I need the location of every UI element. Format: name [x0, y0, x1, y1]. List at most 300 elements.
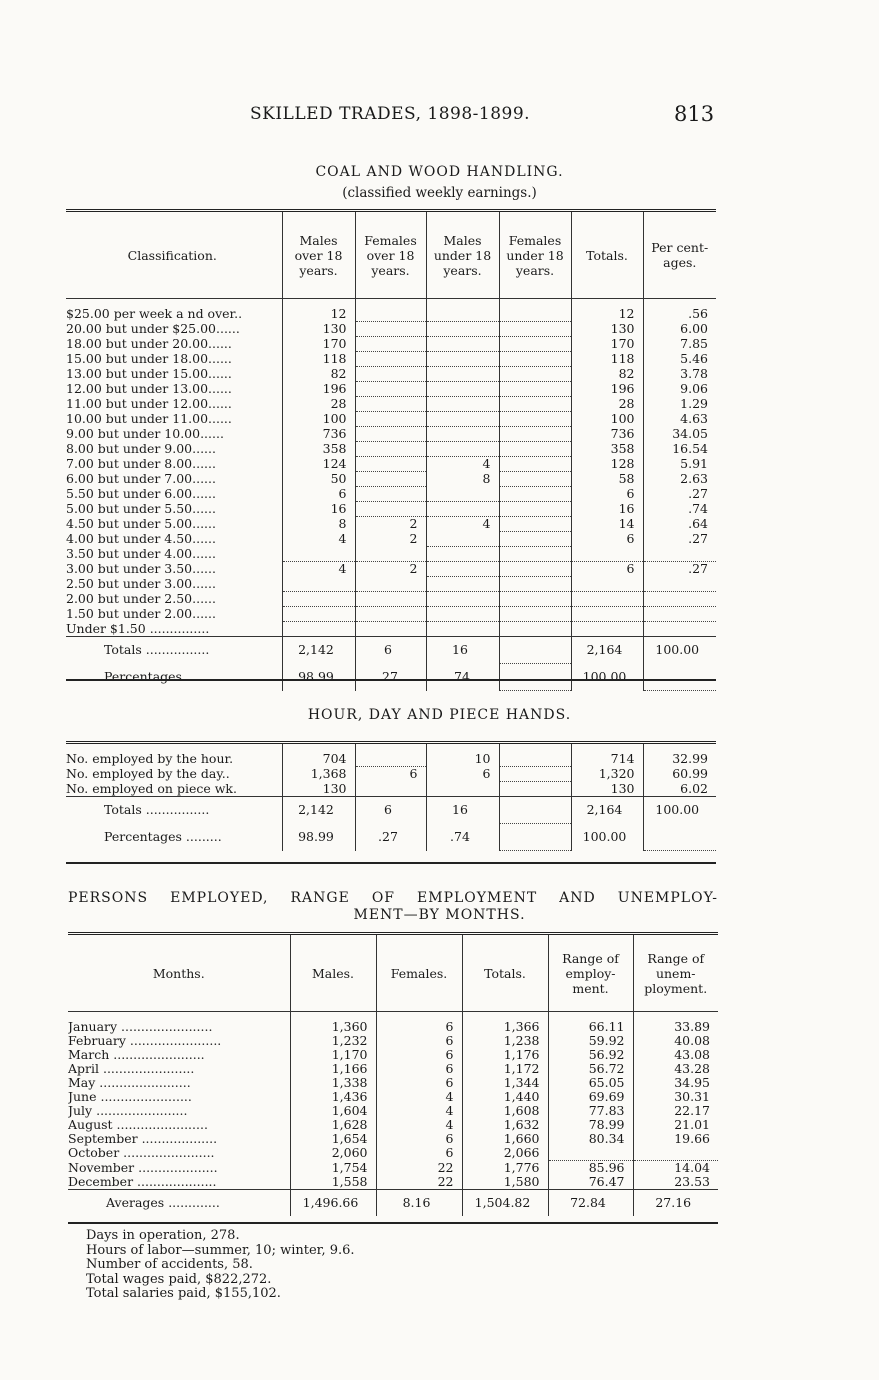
cell-value — [426, 502, 499, 517]
months-table — [68, 932, 718, 1216]
cell-value: 16.54 — [643, 442, 716, 457]
spacer-cell — [643, 743, 716, 753]
table-row — [66, 547, 716, 562]
cell-value — [571, 592, 643, 607]
cell-value: 2,060 — [290, 1146, 376, 1161]
cell-value: 6 — [376, 1146, 462, 1161]
cell-value — [426, 577, 499, 592]
cell-value: 76.47 — [548, 1175, 633, 1190]
cell-value: 56.92 — [548, 1048, 633, 1062]
row-label: December .................... — [68, 1175, 217, 1189]
table-row — [68, 1146, 718, 1161]
cell-value — [282, 547, 355, 562]
row-label: 15.00 but under 18.00...... — [66, 351, 232, 366]
cell-value — [426, 622, 499, 637]
spacer-cell — [643, 299, 716, 308]
cell-value: 6 — [571, 562, 643, 577]
spacer-row — [68, 1012, 718, 1021]
cell-value — [499, 592, 571, 607]
spacer-cell — [571, 743, 643, 753]
cell-value — [355, 487, 426, 502]
cell-value — [355, 622, 426, 637]
cell-value: 23.53 — [633, 1175, 718, 1190]
note-wages: Total wages paid, $822,272. — [86, 1271, 272, 1287]
row-label: Under $1.50 ............... — [66, 621, 210, 636]
table-row — [68, 1118, 718, 1132]
cell-value: 1,172 — [462, 1062, 548, 1076]
table-row — [66, 397, 716, 412]
percentages-row-value: .74 — [426, 824, 499, 851]
totals-row-label: Totals ................ — [104, 642, 210, 658]
spacer-cell — [66, 299, 282, 308]
table-row — [66, 487, 716, 502]
col-females: Females. — [376, 934, 462, 1012]
cell-value: 12 — [571, 307, 643, 322]
row-label: 11.00 but under 12.00...... — [66, 396, 232, 411]
cell-value: 1,558 — [290, 1175, 376, 1190]
notes — [86, 1229, 355, 1302]
table-row — [66, 622, 716, 637]
cell-value: 21.01 — [633, 1118, 718, 1132]
cell-value — [355, 322, 426, 337]
cell-value: 1,608 — [462, 1104, 548, 1118]
cell-value: 1,238 — [462, 1034, 548, 1048]
cell-value: 6 — [426, 767, 499, 782]
cell-value: 4 — [376, 1104, 462, 1118]
cell-value — [499, 442, 571, 457]
spacer-cell — [426, 299, 499, 308]
cell-value: 6 — [282, 487, 355, 502]
cell-value — [426, 487, 499, 502]
cell-value — [499, 577, 571, 592]
totals-row-value: 16 — [426, 797, 499, 824]
cell-value — [571, 577, 643, 592]
row-label: No. employed by the day.. — [66, 766, 230, 781]
cell-value — [426, 532, 499, 547]
totals-row-value: 2,164 — [571, 637, 643, 664]
cell-value — [355, 782, 426, 797]
cell-value: .27 — [643, 532, 716, 547]
table-row — [66, 367, 716, 382]
cell-value — [571, 607, 643, 622]
row-label: March ....................... — [68, 1048, 205, 1062]
percentages-row-value: 100.00 — [571, 664, 643, 691]
cell-value — [643, 592, 716, 607]
col-range-employment: Range of employ-ment. — [548, 934, 633, 1012]
section1-subtitle: (classified weekly earnings.) — [342, 185, 537, 201]
totals-row-value: 16 — [426, 637, 499, 664]
cell-value: .56 — [643, 307, 716, 322]
totals-row-value: 100.00 — [643, 797, 716, 824]
cell-value: 10 — [426, 752, 499, 767]
cell-value: 34.95 — [633, 1076, 718, 1090]
table-row — [66, 607, 716, 622]
averages-row-value: 1,496.66 — [290, 1190, 376, 1217]
cell-value: 6 — [376, 1132, 462, 1146]
cell-value — [499, 457, 571, 472]
cell-value: 196 — [282, 382, 355, 397]
col-males-under: Males under 18 years. — [426, 211, 499, 299]
cell-value: 14 — [571, 517, 643, 532]
cell-value: 6.02 — [643, 782, 716, 797]
cell-value: 77.83 — [548, 1104, 633, 1118]
cell-value: 14.04 — [633, 1161, 718, 1176]
cell-value: 16 — [571, 502, 643, 517]
averages-row — [68, 1190, 718, 1217]
cell-value — [282, 607, 355, 622]
totals-row-value: 2,142 — [282, 797, 355, 824]
table-row — [66, 577, 716, 592]
percentages-row-value: 98.99 — [282, 664, 355, 691]
cell-value: 28 — [282, 397, 355, 412]
row-label: No. employed by the hour. — [66, 752, 234, 767]
page-number: 813 — [674, 102, 715, 126]
cell-value: 43.08 — [633, 1048, 718, 1062]
cell-value: 12 — [282, 307, 355, 322]
table-row — [66, 562, 716, 577]
totals-row-value — [499, 637, 571, 664]
cell-value — [426, 322, 499, 337]
cell-value: 130 — [282, 322, 355, 337]
cell-value — [355, 352, 426, 367]
cell-value: 1,754 — [290, 1161, 376, 1176]
cell-value: 22 — [376, 1175, 462, 1190]
cell-value — [499, 382, 571, 397]
cell-value — [426, 307, 499, 322]
cell-value: 1,344 — [462, 1076, 548, 1090]
spacer-cell — [282, 743, 355, 753]
cell-value: 128 — [571, 457, 643, 472]
totals-row-value: 100.00 — [643, 637, 716, 664]
cell-value: 6 — [355, 767, 426, 782]
section3-bottom-rule — [68, 1222, 718, 1224]
cell-value: 2 — [355, 562, 426, 577]
row-label: 2.00 but under 2.50...... — [66, 591, 216, 606]
row-label: 4.50 but under 5.00...... — [66, 516, 216, 531]
cell-value: 358 — [282, 442, 355, 457]
percentages-row-label: Percentages ......... — [104, 669, 222, 684]
totals-row-label: Totals ................ — [104, 802, 210, 818]
row-label: $25.00 per week a nd over.. — [66, 307, 243, 322]
averages-row-label: Averages ............. — [106, 1195, 220, 1210]
percentages-row-value — [499, 824, 571, 851]
col-females-over: Females over 18 years. — [355, 211, 426, 299]
cell-value: 8 — [282, 517, 355, 532]
table-row — [68, 1132, 718, 1146]
cell-value: 78.99 — [548, 1118, 633, 1132]
row-label: 10.00 but under 11.00...... — [66, 411, 232, 426]
cell-value: 1,580 — [462, 1175, 548, 1190]
cell-value — [355, 382, 426, 397]
cell-value: 8 — [426, 472, 499, 487]
table-row — [66, 782, 716, 797]
row-label: 7.00 but under 8.00...... — [66, 456, 216, 471]
cell-value: 124 — [282, 457, 355, 472]
cell-value: 6 — [376, 1048, 462, 1062]
cell-value — [499, 472, 571, 487]
cell-value: 1,368 — [282, 767, 355, 782]
cell-value — [499, 367, 571, 382]
cell-value: 85.96 — [548, 1161, 633, 1176]
cell-value: 30.31 — [633, 1090, 718, 1104]
table-row — [66, 337, 716, 352]
spacer-cell — [355, 743, 426, 753]
table-row — [66, 532, 716, 547]
cell-value: 118 — [282, 352, 355, 367]
cell-value: 4 — [376, 1118, 462, 1132]
row-label: 13.00 but under 15.00...... — [66, 366, 232, 381]
cell-value: 2.63 — [643, 472, 716, 487]
section1-title: COAL AND WOOD HANDLING. — [315, 164, 564, 180]
cell-value: 6 — [376, 1034, 462, 1048]
section2-bottom-rule — [66, 862, 716, 864]
percentages-row-value: .27 — [355, 664, 426, 691]
totals-row-value: 2,142 — [282, 637, 355, 664]
col-males-over: Males over 18 years. — [282, 211, 355, 299]
cell-value — [355, 307, 426, 322]
cell-value: 1.29 — [643, 397, 716, 412]
row-label: 2.50 but under 3.00...... — [66, 576, 216, 591]
cell-value — [499, 547, 571, 562]
cell-value — [643, 622, 716, 637]
cell-value: 58 — [571, 472, 643, 487]
cell-value — [426, 427, 499, 442]
cell-value: 3.78 — [643, 367, 716, 382]
cell-value — [355, 607, 426, 622]
cell-value — [355, 547, 426, 562]
percentages-row-value — [643, 664, 716, 691]
col-classification: Classification. — [127, 247, 217, 263]
cell-value: 1,654 — [290, 1132, 376, 1146]
cell-value: 4 — [426, 517, 499, 532]
row-label: 8.00 but under 9.00...... — [66, 441, 216, 456]
running-title: SKILLED TRADES, 1898-1899. — [250, 104, 531, 124]
table-row — [68, 1020, 718, 1034]
cell-value — [548, 1146, 633, 1161]
spacer-cell — [426, 743, 499, 753]
spacer-cell — [499, 299, 571, 308]
cell-value — [355, 592, 426, 607]
table-row — [68, 1104, 718, 1118]
cell-value — [643, 547, 716, 562]
cell-value — [355, 427, 426, 442]
note-accidents: Number of accidents, 58. — [86, 1257, 253, 1272]
cell-value: .64 — [643, 517, 716, 532]
cell-value — [499, 767, 571, 782]
totals-row-value: 6 — [355, 797, 426, 824]
cell-value: 714 — [571, 752, 643, 767]
spacer-cell — [571, 299, 643, 308]
cell-value: 1,170 — [290, 1048, 376, 1062]
cell-value — [355, 397, 426, 412]
cell-value — [355, 472, 426, 487]
cell-value — [355, 337, 426, 352]
cell-value: 100 — [571, 412, 643, 427]
row-label: 5.50 but under 6.00...... — [66, 486, 216, 501]
earnings-table — [66, 209, 716, 691]
row-label: 9.00 but under 10.00...... — [66, 426, 224, 441]
cell-value — [426, 782, 499, 797]
hands-table — [66, 741, 716, 851]
cell-value: 1,660 — [462, 1132, 548, 1146]
cell-value — [499, 352, 571, 367]
cell-value — [499, 427, 571, 442]
cell-value: 1,632 — [462, 1118, 548, 1132]
cell-value: 65.05 — [548, 1076, 633, 1090]
cell-value — [282, 592, 355, 607]
cell-value — [355, 457, 426, 472]
cell-value — [426, 352, 499, 367]
spacer-row — [66, 299, 716, 308]
spacer-row — [66, 743, 716, 753]
percentages-row-value: .27 — [355, 824, 426, 851]
table-row — [66, 472, 716, 487]
spacer-cell — [282, 299, 355, 308]
row-label: 3.00 but under 3.50...... — [66, 561, 216, 576]
cell-value: 736 — [282, 427, 355, 442]
cell-value — [571, 622, 643, 637]
table-row — [66, 592, 716, 607]
table-row — [66, 457, 716, 472]
table-row — [68, 1034, 718, 1048]
cell-value — [282, 622, 355, 637]
cell-value: 66.11 — [548, 1020, 633, 1034]
spacer-cell — [355, 299, 426, 308]
spacer-cell — [376, 1012, 462, 1021]
cell-value: 60.99 — [643, 767, 716, 782]
averages-row-value: 8.16 — [376, 1190, 462, 1217]
cell-value: 1,604 — [290, 1104, 376, 1118]
cell-value: 82 — [282, 367, 355, 382]
averages-row-value: 27.16 — [633, 1190, 718, 1217]
cell-value: 6.00 — [643, 322, 716, 337]
row-label: June ....................... — [68, 1090, 192, 1104]
table-row — [68, 1175, 718, 1190]
cell-value: 358 — [571, 442, 643, 457]
row-label: 4.00 but under 4.50...... — [66, 531, 216, 546]
row-label: November .................... — [68, 1160, 218, 1175]
section1-bottom-rule — [66, 679, 716, 681]
cell-value: 4 — [282, 562, 355, 577]
totals-row-value — [499, 797, 571, 824]
cell-value — [499, 782, 571, 797]
cell-value: 130 — [571, 782, 643, 797]
cell-value — [426, 547, 499, 562]
cell-value: 196 — [571, 382, 643, 397]
cell-value: 1,440 — [462, 1090, 548, 1104]
table-row — [66, 307, 716, 322]
row-label: 6.00 but under 7.00...... — [66, 471, 216, 486]
table-row — [68, 1090, 718, 1104]
cell-value — [355, 577, 426, 592]
cell-value — [355, 752, 426, 767]
cell-value: 100 — [282, 412, 355, 427]
spacer-cell — [66, 743, 282, 753]
cell-value: 34.05 — [643, 427, 716, 442]
cell-value: 1,338 — [290, 1076, 376, 1090]
cell-value: 69.69 — [548, 1090, 633, 1104]
cell-value — [426, 592, 499, 607]
cell-value: 22.17 — [633, 1104, 718, 1118]
spacer-cell — [633, 1012, 718, 1021]
cell-value: 40.08 — [633, 1034, 718, 1048]
table-row — [68, 1161, 718, 1176]
cell-value — [499, 517, 571, 532]
row-label: 12.00 but under 13.00...... — [66, 381, 232, 396]
cell-value — [426, 412, 499, 427]
cell-value — [426, 337, 499, 352]
cell-value: 1,776 — [462, 1161, 548, 1176]
cell-value: 1,232 — [290, 1034, 376, 1048]
cell-value: 6 — [376, 1076, 462, 1090]
table-row — [66, 502, 716, 517]
spacer-cell — [548, 1012, 633, 1021]
percentages-row-value — [499, 664, 571, 691]
cell-value: 736 — [571, 427, 643, 442]
row-label: May ....................... — [68, 1076, 191, 1090]
cell-value: 32.99 — [643, 752, 716, 767]
cell-value: 33.89 — [633, 1020, 718, 1034]
cell-value — [633, 1146, 718, 1161]
cell-value: 82 — [571, 367, 643, 382]
cell-value: 1,320 — [571, 767, 643, 782]
cell-value: 1,436 — [290, 1090, 376, 1104]
table-row — [68, 1048, 718, 1062]
cell-value — [499, 397, 571, 412]
cell-value: 9.06 — [643, 382, 716, 397]
col-totals: Totals. — [571, 211, 643, 299]
cell-value — [355, 442, 426, 457]
table-row — [66, 767, 716, 782]
percentages-row-value: 98.99 — [282, 824, 355, 851]
table-row — [66, 352, 716, 367]
spacer-cell — [499, 743, 571, 753]
totals-row — [66, 797, 716, 824]
cell-value — [355, 502, 426, 517]
note-salaries: Total salaries paid, $155,102. — [86, 1286, 281, 1301]
totals-row-value: 6 — [355, 637, 426, 664]
cell-value — [499, 622, 571, 637]
cell-value: .27 — [643, 487, 716, 502]
table-row — [66, 752, 716, 767]
percentages-row-value — [643, 824, 716, 851]
cell-value: 80.34 — [548, 1132, 633, 1146]
table-row — [66, 322, 716, 337]
cell-value: 1,360 — [290, 1020, 376, 1034]
row-label: August ....................... — [68, 1118, 208, 1132]
cell-value: 59.92 — [548, 1034, 633, 1048]
cell-value — [426, 562, 499, 577]
averages-row-value: 72.84 — [548, 1190, 633, 1217]
cell-value: 28 — [571, 397, 643, 412]
row-label: 5.00 but under 5.50...... — [66, 501, 216, 516]
cell-value — [499, 487, 571, 502]
cell-value: 4 — [426, 457, 499, 472]
cell-value — [426, 442, 499, 457]
percentages-row-value: 100.00 — [571, 824, 643, 851]
cell-value: 50 — [282, 472, 355, 487]
table-row — [66, 517, 716, 532]
row-label: No. employed on piece wk. — [66, 781, 237, 796]
row-label: July ....................... — [68, 1104, 188, 1118]
section2-title: HOUR, DAY AND PIECE HANDS. — [307, 707, 572, 723]
spacer-cell — [462, 1012, 548, 1021]
row-label: April ....................... — [68, 1062, 195, 1076]
section3-title-line1: PERSONS EMPLOYED, RANGE OF EMPLOYMENT AND UNEMPLOY- — [68, 890, 718, 906]
cell-value — [426, 367, 499, 382]
cell-value: 2,066 — [462, 1146, 548, 1161]
cell-value: 22 — [376, 1161, 462, 1176]
